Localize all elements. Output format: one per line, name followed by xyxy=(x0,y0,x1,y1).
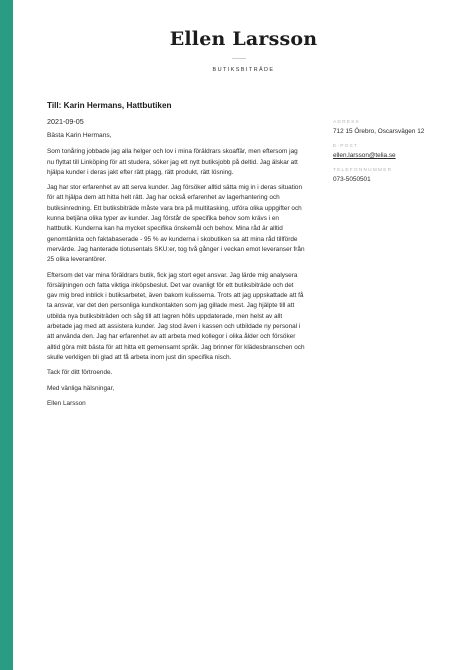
letter-paragraph: Eftersom det var mina föräldrars butik, fick jag stort eget ansvar. Jag lärde mig analysera försäljningen och fatta viktiga inköpsbeslut. Det var ovanligt för ett butiksbiträde och det gav mig bred inblick i butiksarbetet, även bakom kulisserna. Trots att jag uppskattade att få ta ansvar, var det den personliga kundkontakten som jag gillade mest. Jag hjälpte till att utbilda nya butiksbiträden och såg till att lagren hölls uppdaterade, men helst av allt arbetade jag med att assistera kunder. Jag stod även i kassen och utbildade ny personal i att använda den. Jag har erfarenhet av att arbeta med kollegor i olika ålder och försöker alltid göra mitt bästa för att hitta ett gemensamt språk. Jag brinner för klädesbranschen och skulle verkligen bli glad att få arbeta inom just din specifika nisch. xyxy=(47,271,305,361)
address-label: ADRESS xyxy=(333,120,360,125)
job-title: BUTIKSBITRÄDE xyxy=(212,67,275,73)
applicant-name: Ellen Larsson xyxy=(169,28,318,50)
email-label: E-POST xyxy=(333,144,359,149)
accent-sidebar-bar xyxy=(0,0,13,670)
letter-paragraph: Som tonåring jobbade jag alla helger och lov i mina föräldrars skoaffär, men eftersom jag nu flyttat till Linköping för att studera, söker jag ett nytt butiksjobb på deltid. Jag älskar att hjälpa kunder i deras jakt efter rätt plagg, rätt produkt, rätt lösning. xyxy=(47,148,298,176)
address-value: 712 15 Örebro, Oscarsvägen 12 xyxy=(333,128,425,135)
greeting: Bästa Karin Hermans, xyxy=(47,132,112,139)
email-link[interactable]: ellen.larsson@telia.se xyxy=(333,152,396,159)
signature: Ellen Larsson xyxy=(47,399,86,407)
letter-paragraph: Jag har stor erfarenhet av att serva kunder. Jag försöker alltid sätta mig in i deras situation för att hjälpa dem att hitta helt rätt. Jag har också erfarenhet av lagerhantering och butiksinredning. Ett butiksbiträde måste vara bra på multitasking, utföra olika uppgifter och kunna betjäna olika typer av kunder. Jag förstår de specifika behov som krävs i en hattbutik. Kunderna kan ha mycket specifika önskemål och behov. Mina råd är alltid genomtänkta och faktabaserade - 95 % av kunderna i skobutiken sa att mina råd tillförde mervärde. Jag hanterade tiotusentals SKU:er, tog två gånger i veckan emot leveranser från 25 olika leverantörer. xyxy=(47,184,305,264)
thanks-line: Tack för ditt förtroende. xyxy=(47,369,113,377)
letter-body xyxy=(47,100,305,414)
letter-date: 2021-09-05 xyxy=(47,117,84,126)
recipient-line: Till: Karin Hermans, Hattbutiken xyxy=(47,101,172,110)
phone-value: 073-5050501 xyxy=(333,176,371,183)
contact-panel xyxy=(333,119,463,191)
sign-off: Med vänliga hälsningar, xyxy=(47,384,115,392)
header-divider xyxy=(232,58,246,59)
phone-label: TELEFONNUMMER xyxy=(333,168,393,173)
